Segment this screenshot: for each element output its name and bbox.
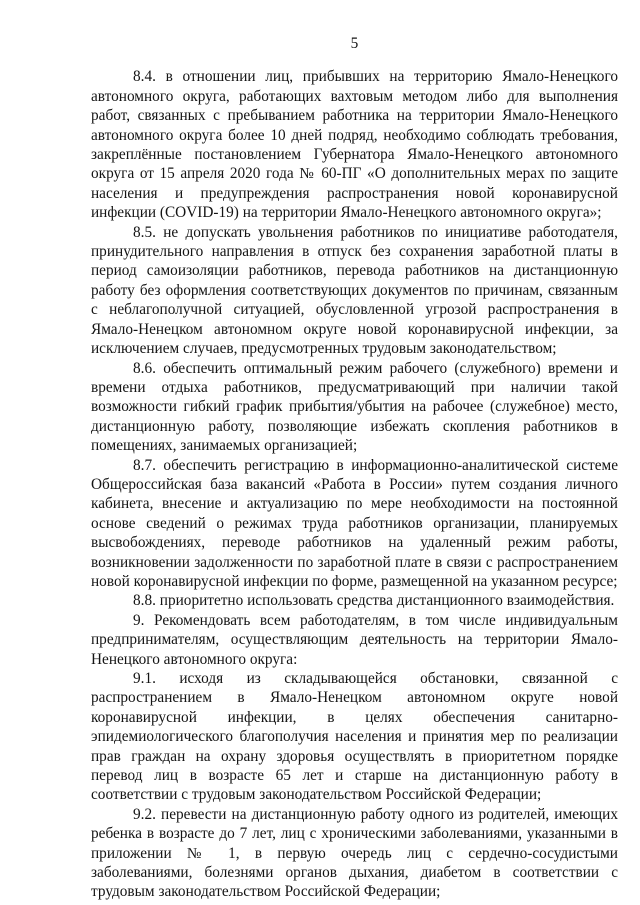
paragraph-8-8: 8.8. приоритетно использовать средства дистанционного взаимодействия.	[133, 592, 615, 610]
paragraph-8-5: 8.5. не допускать увольнения работников по инициативе работодателя, принудительного направления в отпуск без сохранения заработной платы в период самоизоляции работников, перевода работников на дистанционную работу без оформления соответствующих документов по причинам, связанным с неблагополучной ситуацией, обусловленной угрозой распространения в Ямало-Ненецком автономном округе новой коронавирусной инфекции, за исключением случаев, предусмотренных трудовым законодательством;	[91, 223, 618, 358]
paragraph-9-2: 9.2. перевести на дистанционную работу одного из родителей, имеющих ребенка в возрасте до 7 лет, лиц с хроническими заболеваниями, указанными в приложении № 1, в первую очередь лиц с сердечно-сосудистыми заболеваниями, болезнями органов дыхания, диабетом в соответствии с трудовым законодательством Российской Федерации;	[91, 805, 618, 901]
paragraph-8-7: 8.7. обеспечить регистрацию в информационно-аналитической системе Общероссийская база вакансий «Работа в России» путем создания личного кабинета, внесение и актуализацию по мере необходимости на постоянной основе сведений о режимах труда работников организации, планируемых высвобождениях, переводе работников на удаленный режим работы, возникновении задолженности по заработной плате в связи с распространением новой коронавирусной инфекции по форме, размещенной на указанном ресурсе;	[91, 456, 618, 590]
document-page	[91, 34, 618, 902]
page-number: 5	[350, 35, 359, 52]
paragraph-9-1: 9.1. исходя из складывающейся обстановки, связанной с распространением в Ямало-Ненецком автономном округе новой коронавирусной инфекции, в целях обеспечения санитарно-эпидемиологического благополучия населения и принятия мер по реализации прав граждан на охрану здоровья осуществлять в приоритетном порядке перевод лиц в возрасте 65 лет и старше на дистанционную работу в соответствии с трудовым законодательством Российской Федерации;	[91, 670, 618, 804]
paragraph-9: 9. Рекомендовать всем работодателям, в том числе индивидуальным предпринимателям, осуществляющим деятельность на территории Ямало-Ненецкого автономного округа:	[91, 611, 618, 668]
paragraph-8-6: 8.6. обеспечить оптимальный режим рабочего (служебного) времени и времени отдыха работников, предусматривающий при наличии такой возможности гибкий график прибытия/убытия на рабочее (служебное) место, дистанционную работу, позволяющие избежать скопления работников в помещениях, занимаемых организацией;	[91, 359, 618, 455]
paragraph-8-4: 8.4. в отношении лиц, прибывших на территорию Ямало-Ненецкого автономного округа, работающих вахтовым методом либо для выполнения работ, связанных с пребыванием работника на территории Ямало-Ненецкого автономного округа более 10 дней подряд, необходимо соблюдать требования, закреплённые постановлением Губернатора Ямало-Ненецкого автономного округа от 15 апреля 2020 года № 60-ПГ «О дополнительных мерах по защите населения и предупреждения распространения новой коронавирусной инфекции (COVID-19) на территории Ямало-Ненецкого автономного округа»;	[91, 68, 618, 222]
